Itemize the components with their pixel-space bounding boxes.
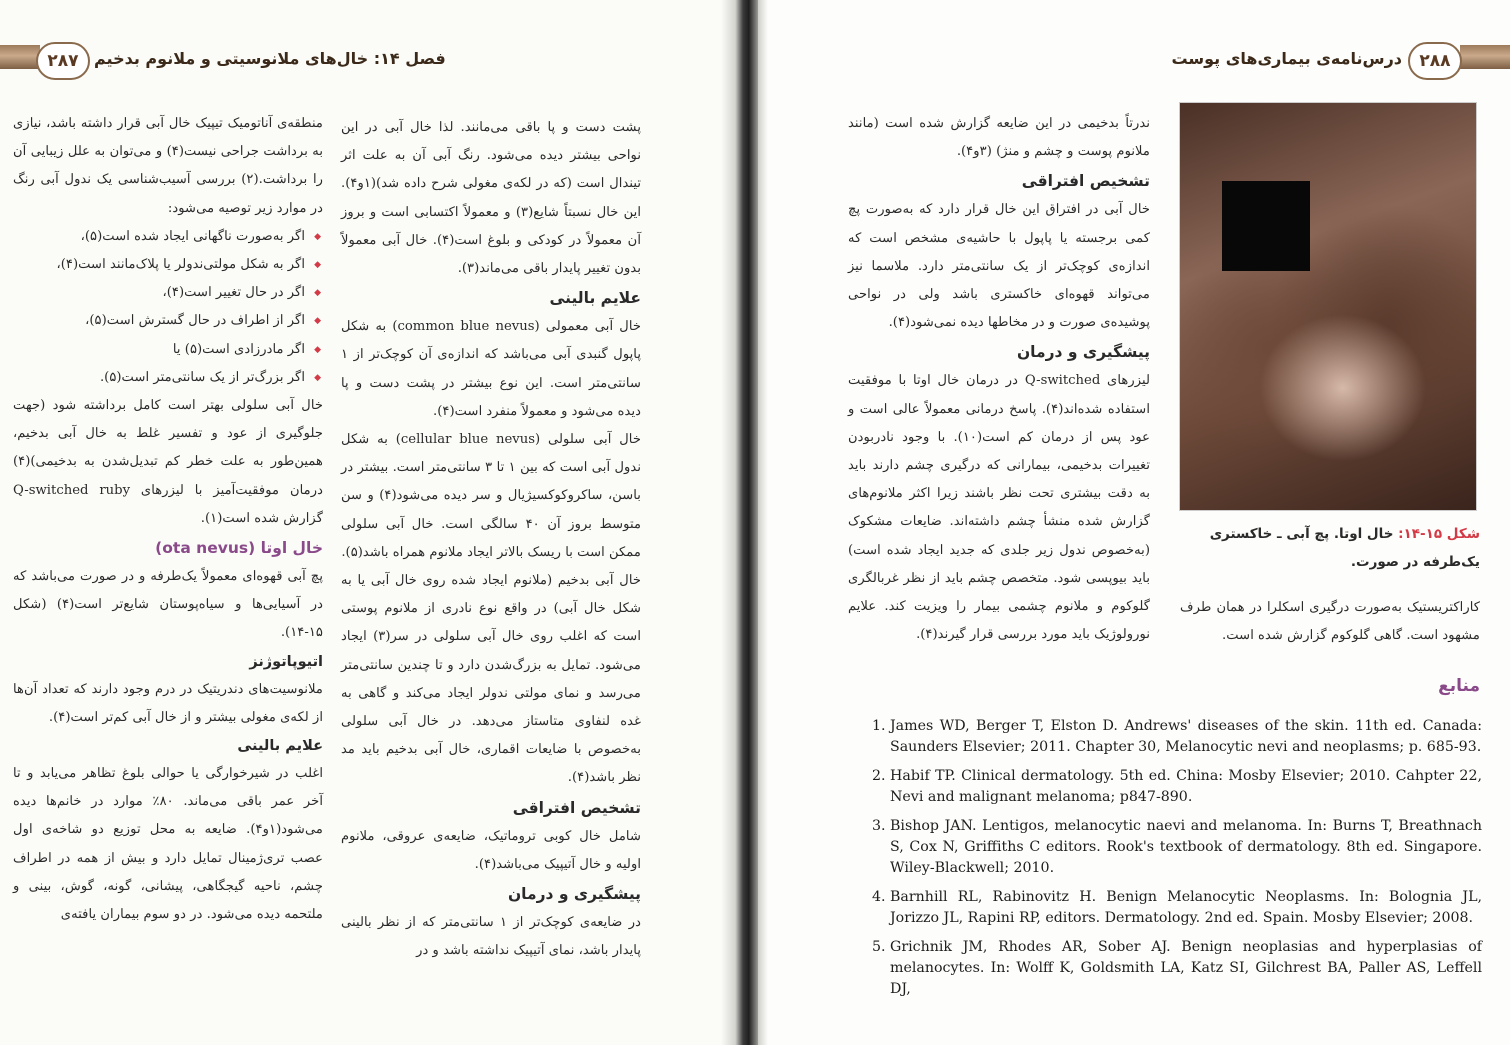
section-heading: تشخیص افتراقی [1021, 172, 1150, 191]
paragraph: خال آبی معمولی (common blue nevus) به شکل پاپول گنبدی آبی می‌باشد که اندازه‌ی آن کوچک‌تر از ۱ سانتی‌متر است. این نوع بیشتر در پشت دست و پا دیده می‌شود و معمولاً منفرد است(۴). [341, 319, 642, 419]
section-heading: تشخیص افتراقی [512, 798, 641, 817]
paragraph: ملانوسیت‌های دندریتیک در درم وجود دارند که تعداد آن‌ها از لکه‌ی مغولی بیشتر و از خال آبی کم‌تر است(۴). [13, 681, 323, 725]
list-item: ◆ اگر بزرگ‌تر از یک سانتی‌متر است(۵). [13, 364, 323, 392]
list-item: ◆ اگر به شکل مولتی‌ندولر یا پلاک‌مانند است(۴)، [13, 251, 323, 279]
paragraph: پچ آبی قهوه‌ای معمولاً یک‌طرفه و در صورت می‌باشد که در آسیایی‌ها و سیاه‌پوستان شایع‌تر است(۴) (شکل ۱۵-۱۴). [13, 569, 323, 641]
section-heading: علایم بالینی [549, 289, 641, 308]
list-item: ◆ اگر مادرزادی است(۵) یا [13, 336, 323, 364]
reference-item: 2. Habif TP. Clinical dermatology. 5th ed. China: Mosby Elsevier; 2010. Cahpter 22, Nevi and malignant melanoma; p847-890. [890, 766, 1482, 808]
right-page [758, 0, 1510, 1045]
section-heading: پیشگیری و درمان [1016, 343, 1150, 362]
chapter-title: فصل ۱۴: خال‌های ملانوسیتی و ملانوم بدخیم [94, 49, 446, 68]
figure-label: شکل ۱۵-۱۴: [1398, 526, 1480, 542]
paragraph: خال آبی سلولی (cellular blue nevus) به شکل ندول آبی است که بین ۱ تا ۳ سانتی‌متر است. بیشتر در باسن، ساکروکوکسیژیال و سر دیده می‌شود(۴) و سن متوسط بروز آن ۴۰ سالگی است. خال آبی سلولی ممکن است با ریسک بالاتر ایجاد ملانوم همراه باشد(۵). [341, 432, 642, 560]
clinical-photo-ota-nevus [1180, 103, 1476, 510]
paragraph: منطقه‌ی آناتومیک تیپیک خال آبی قرار داشته باشد، نیازی به برداشت جراحی نیست(۴) و می‌توان به علل زیبایی آن را برداشت.(۲) بررسی آسیب‌شناسی یک ندول آبی رنگ در موارد زیر توصیه می‌شود: [13, 116, 324, 216]
paragraph: ندرتاً بدخیمی در این ضایعه گزارش شده است (مانند ملانوم پوست و چشم و منژ) (۳و۴). [848, 116, 1150, 160]
paragraph: شامل خال کوبی تروماتیک، ضایعه‌ی عروقی، ملانوم اولیه و خال آتیپیک می‌باشد(۴). [341, 828, 641, 872]
list-item: ◆ اگر از اطراف در حال گسترش است(۵)، [13, 307, 323, 335]
reference-item: 3. Bishop JAN. Lentigos, melanocytic naevi and melanoma. In: Burns T, Breathnach S, Cox N, Griffiths C editors. Rook's textbook of dermatology. 8th ed. Singapore. Wiley-Blackwell; 2010. [890, 816, 1482, 879]
left-page-left-column [13, 110, 323, 929]
references-heading: منابع [1438, 676, 1480, 696]
paragraph: خال آبی بدخیم (ملانوم ایجاد شده روی خال آبی یا به شکل خال آبی) در واقع نوع نادری از ملانوم پوستی است که اغلب روی خال آبی سلولی در سر(۳) ایجاد می‌شود. تمایل به بزرگ‌شدن دارد و تا چندین سانتی‌متر می‌رسد و نمای مولتی ندولر ایجاد می‌کند و گاهی به غده لنفاوی متاستاز می‌دهد. در خال آبی سلولی به‌خصوص با ضایعات اقماری، خال آبی بدخیم باید مد نظر باشد(۴). [341, 573, 642, 786]
under-figure-text [1180, 594, 1480, 650]
list-item: ◆ اگر در حال تغییر است(۴)، [13, 279, 323, 307]
section-heading-ota: خال اوتا (ota nevus) [155, 539, 323, 558]
paragraph: در ضایعه‌ی کوچک‌تر از ۱ سانتی‌متر که از نظر بالینی پایدار باشد، نمای آتیپیک نداشته باشد و در [341, 915, 641, 959]
book-gutter [735, 0, 758, 1045]
paragraph: خال آبی سلولی بهتر است کامل برداشته شود (جهت جلوگیری از عود و تفسیر غلط به خال آبی بدخیم، همین‌طور به علت خطر کم تبدیل‌شدن به بدخیمی)(۴) درمان موفقیت‌آمیز با لیزرهای Q-switched ruby گزارش شده است(۱). [13, 398, 323, 526]
paragraph: پشت دست و پا باقی می‌مانند. لذا خال آبی در این نواحی بیشتر دیده می‌شود. رنگ آبی آن به علت اثر تیندال است (که در لکه‌ی مغولی شرح داده شد)(۱و۴). این خال نسبتاً شایع(۳) و معمولاً اکتسابی است و بروز آن معمولاً در کودکی و بلوغ است(۴). خال آبی معمولاً بدون تغییر پایدار باقی می‌ماند(۳). [341, 120, 641, 277]
reference-item: 4. Barnhill RL, Rabinovitz H. Benign Melanocytic Neoplasms. In: Bolognia JL, Jorizzo JL, Rapini RP, editors. Dermatology. 2nd ed. Spain. Mosby Elsevier; 2008. [890, 887, 1482, 929]
header-stripe [1460, 45, 1510, 69]
paragraph: خال آبی در افتراق این خال قرار دارد که به‌صورت پچ کمی برجسته یا پاپول با حاشیه‌ی مشخص است که اندازه‌ی کوچک‌تر از یک سانتی‌متر دارد. ملاسما نیز می‌تواند قهوه‌ای خاکستری باشد ولی در نواحی پوشیده‌ی صورت و در مخاطها دیده نمی‌شود(۴). [848, 202, 1150, 331]
paragraph: اغلب در شیرخوارگی یا حوالی بلوغ تظاهر می‌یابد و تا آخر عمر باقی می‌ماند. ۸۰٪ موارد در خانم‌ها دیده می‌شود(۱و۴). ضایعه به محل توزیع دو شاخه‌ی اول عصب تری‌ژمینال تمایل دارد و بیش از همه در اطراف چشم، ناحیه گیجگاهی، پیشانی، گونه، گوش، بینی و ملتحمه دیده می‌شود. در دو سوم بیماران یافته‌ی [13, 766, 323, 923]
subsection-heading: علایم بالینی [237, 738, 323, 755]
list-item: ◆ اگر به‌صورت ناگهانی ایجاد شده است(۵)، [13, 223, 323, 251]
left-page [0, 0, 735, 1045]
right-page-text-column [848, 110, 1150, 649]
section-heading: پیشگیری و درمان [507, 885, 641, 904]
references-list [862, 716, 1482, 1008]
bullet-list [13, 223, 323, 392]
figure-caption-text: خال اوتا. پچ آبی ـ خاکستری یک‌طرفه در صورت. [1209, 526, 1480, 570]
subsection-heading: اتیوپاتوژنز [249, 653, 323, 670]
book-title: درس‌نامه‌ی بیماری‌های پوست [1171, 49, 1402, 68]
page-number: ۲۸۷ [36, 42, 90, 80]
paragraph: کاراکتریستیک به‌صورت درگیری اسکلرا در همان طرف مشهود است. گاهی گلوکوم گزارش شده است. [1180, 600, 1480, 644]
figure-caption [1180, 520, 1480, 576]
reference-item: 5. Grichnik JM, Rhodes AR, Sober AJ. Benign neoplasias and hyperplasias of melanocytes. In: Wolff K, Goldsmith LA, Katz SI, Gilchrest BA, Paller AS, Leffell DJ, [890, 937, 1482, 1000]
page-number: ۲۸۸ [1408, 42, 1462, 80]
header-stripe [0, 45, 40, 69]
paragraph: لیزرهای Q-switched در درمان خال اوتا با موفقیت استفاده شده‌اند(۴). پاسخ درمانی معمولاً عالی است و عود پس از درمان کم است(۱۰). با وجود نادربودن تغییرات بدخیمی، بیمارانی که درگیری چشم دارند باید به دقت بیشتری تحت نظر باشند زیرا اکثر ملانوم‌های گزارش شده منشأ چشم داشته‌اند. ضایعات مشکوک (به‌خصوص ندول زیر جلدی که جدید ایجاد شده است) باید بیوپسی شود. متخصص چشم باید از نظر غربالگری گلوکوم و ملانوم چشمی بیمار را ویزیت کند. علایم نورولوژیک باید مورد بررسی قرار گیرند(۴). [848, 373, 1151, 643]
reference-item: 1. James WD, Berger T, Elston D. Andrews' diseases of the skin. 11th ed. Canada: Saunders Elsevier; 2011. Chapter 30, Melanocytic nevi and neoplasms; p. 685-93. [890, 716, 1482, 758]
left-page-right-column [341, 114, 641, 965]
eye-censor-bar [1222, 181, 1310, 271]
